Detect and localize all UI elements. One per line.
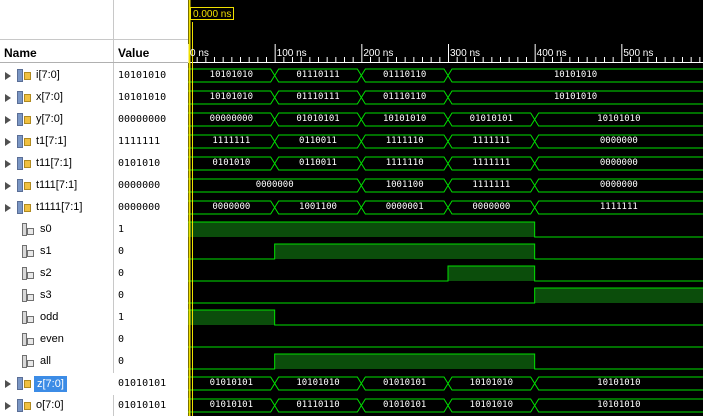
bus-signal-icon: [17, 157, 31, 170]
header-divider: [0, 62, 188, 63]
bus-value-label: 0000000: [212, 202, 251, 212]
bus-value-label: 10101010: [209, 92, 254, 102]
bus-signal-icon: [17, 377, 31, 390]
signal-name[interactable]: s0: [40, 223, 52, 235]
signal-value: 0: [118, 268, 125, 279]
signal-value: 00000000: [118, 114, 167, 125]
signal-value: 0: [118, 290, 125, 301]
bus-value-label: 01110110: [382, 70, 427, 80]
signal-value: 0000000: [118, 202, 161, 213]
signal-row[interactable]: [0, 65, 188, 87]
signal-value: 0: [118, 356, 125, 367]
bus-value-label: 1111111: [472, 158, 511, 168]
bus-value-label: 0000000: [599, 136, 638, 146]
bus-value-label: 1001100: [385, 180, 424, 190]
signal-row[interactable]: [0, 395, 188, 416]
signal-row[interactable]: [0, 329, 188, 351]
signal-name[interactable]: odd: [40, 311, 59, 323]
time-tick-label: 0 ns: [190, 48, 209, 59]
signal-value: 10101010: [118, 92, 167, 103]
signal-name[interactable]: t111[7:1]: [36, 179, 78, 191]
bus-value-label: 10101010: [469, 378, 514, 388]
bus-value-label: 00000000: [209, 114, 254, 124]
signal-name[interactable]: o[7:0]: [36, 399, 64, 411]
signal-value: 0000000: [118, 180, 161, 191]
signal-row[interactable]: [0, 351, 188, 373]
signal-row[interactable]: [0, 241, 188, 263]
bus-value-label: 10101010: [382, 114, 427, 124]
bus-signal-icon: [17, 201, 31, 214]
signal-name[interactable]: t1[7:1]: [36, 135, 67, 147]
signal-name[interactable]: s1: [40, 245, 52, 257]
signal-row[interactable]: [0, 197, 188, 219]
bit-signal-icon: [22, 267, 36, 280]
bus-value-label: 10101010: [597, 378, 641, 388]
bus-value-label: 01010101: [382, 400, 427, 410]
signal-list-toolbar-area: [0, 0, 188, 40]
signal-name[interactable]: x[7:0]: [36, 91, 63, 103]
signal-value: 1: [118, 312, 125, 323]
bit-high-fill: [188, 222, 535, 237]
value-column-header[interactable]: Value: [118, 46, 150, 60]
bus-value-label: 0000000: [599, 158, 638, 168]
bus-value-label: 10101010: [296, 378, 340, 388]
expand-arrow-icon[interactable]: [5, 94, 11, 102]
bus-value-label: 10101010: [553, 92, 598, 102]
signal-value: 1: [118, 224, 125, 235]
time-tick-label: 200 ns: [363, 48, 394, 59]
expand-arrow-icon[interactable]: [5, 138, 11, 146]
signal-name[interactable]: s2: [40, 267, 52, 279]
signal-value: 10101010: [118, 70, 167, 81]
bus-value-label: 1111111: [212, 136, 251, 146]
expand-arrow-icon[interactable]: [5, 160, 11, 168]
bus-signal-icon: [17, 135, 31, 148]
expand-arrow-icon[interactable]: [5, 204, 11, 212]
expand-arrow-icon[interactable]: [5, 402, 11, 410]
signal-name[interactable]: y[7:0]: [36, 113, 63, 125]
bus-value-label: 10101010: [597, 114, 641, 124]
bus-value-label: 01010101: [296, 114, 340, 124]
time-tick-label: 400 ns: [536, 48, 567, 59]
bus-value-label: 10101010: [597, 400, 641, 410]
time-tick-label: 300 ns: [450, 48, 481, 59]
bus-signal-icon: [17, 179, 31, 192]
bus-value-label: 10101010: [209, 70, 254, 80]
bus-value-label: 01010101: [209, 378, 254, 388]
bus-value-label: 10101010: [469, 400, 514, 410]
bus-value-label: 0110011: [299, 158, 337, 168]
signal-row[interactable]: [0, 131, 188, 153]
signal-row[interactable]: [0, 109, 188, 131]
bus-value-label: 01110111: [296, 70, 340, 80]
time-tick-label: 500 ns: [623, 48, 654, 59]
bus-value-label: 1001100: [299, 202, 337, 212]
expand-arrow-icon[interactable]: [5, 380, 11, 388]
signal-value: 01010101: [118, 400, 167, 411]
signal-row[interactable]: [0, 175, 188, 197]
signal-name[interactable]: i[7:0]: [36, 69, 60, 81]
signal-row[interactable]: [0, 219, 188, 241]
bit-signal-icon: [22, 223, 36, 236]
bit-signal-icon: [22, 355, 36, 368]
bus-value-label: 1111111: [472, 136, 511, 146]
signal-value: 1111111: [118, 136, 161, 147]
bit-signal-icon: [22, 289, 36, 302]
signal-name[interactable]: t11[7:1]: [36, 157, 72, 169]
name-column-header[interactable]: Name: [4, 46, 37, 60]
signal-value: 0: [118, 334, 125, 345]
signal-row[interactable]: [0, 307, 188, 329]
expand-arrow-icon[interactable]: [5, 116, 11, 124]
bus-value-label: 1111110: [385, 158, 424, 168]
signal-value: 01010101: [118, 378, 167, 389]
bit-trace: [188, 266, 703, 281]
signal-value: 0: [118, 246, 125, 257]
cursor-time-label: 0.000 ns: [190, 7, 234, 20]
bit-signal-icon: [22, 311, 36, 324]
signal-name[interactable]: all: [40, 355, 52, 367]
bus-value-label: 0000000: [599, 180, 638, 190]
bus-value-label: 0110011: [299, 136, 337, 146]
bus-value-label: 1111110: [385, 136, 424, 146]
signal-value: 0101010: [118, 158, 161, 169]
bit-signal-icon: [22, 333, 36, 346]
waveform-panel[interactable]: [188, 0, 703, 416]
signal-name[interactable]: z[7:0]: [34, 376, 67, 392]
bit-signal-icon: [22, 245, 36, 258]
bus-value-label: 10101010: [553, 70, 598, 80]
signal-row[interactable]: [0, 153, 188, 175]
signal-list-panel: [0, 0, 188, 416]
expand-arrow-icon[interactable]: [5, 182, 11, 190]
signal-name[interactable]: s3: [40, 289, 52, 301]
expand-arrow-icon[interactable]: [5, 72, 11, 80]
bus-value-label: 01110110: [296, 400, 340, 410]
signal-row[interactable]: [0, 285, 188, 307]
bus-signal-icon: [17, 69, 31, 82]
bus-value-label: 0000000: [255, 180, 294, 190]
bus-value-label: 1111111: [599, 202, 638, 212]
signal-row[interactable]: [0, 263, 188, 285]
bus-signal-icon: [17, 399, 31, 412]
bit-high-fill: [275, 354, 535, 369]
bit-high-fill: [188, 310, 275, 325]
signal-name[interactable]: t1111[7:1]: [36, 201, 83, 213]
bus-signal-icon: [17, 91, 31, 104]
bit-high-fill: [275, 244, 535, 259]
bit-high-fill: [535, 288, 703, 303]
bus-value-label: 01010101: [209, 400, 254, 410]
bus-value-label: 0101010: [212, 158, 251, 168]
signal-row[interactable]: [0, 373, 188, 395]
bus-value-label: 01010101: [382, 378, 427, 388]
bus-signal-icon: [17, 113, 31, 126]
bus-value-label: 01010101: [469, 114, 514, 124]
bus-value-label: 0000000: [472, 202, 511, 212]
bus-value-label: 0000001: [385, 202, 424, 212]
signal-row[interactable]: [0, 87, 188, 109]
bit-high-fill: [448, 266, 535, 281]
time-tick-label: 100 ns: [276, 48, 307, 59]
bus-value-label: 01110111: [296, 92, 340, 102]
bus-value-label: 1111111: [472, 180, 511, 190]
bus-value-label: 01110110: [382, 92, 427, 102]
signal-name[interactable]: even: [40, 333, 64, 345]
